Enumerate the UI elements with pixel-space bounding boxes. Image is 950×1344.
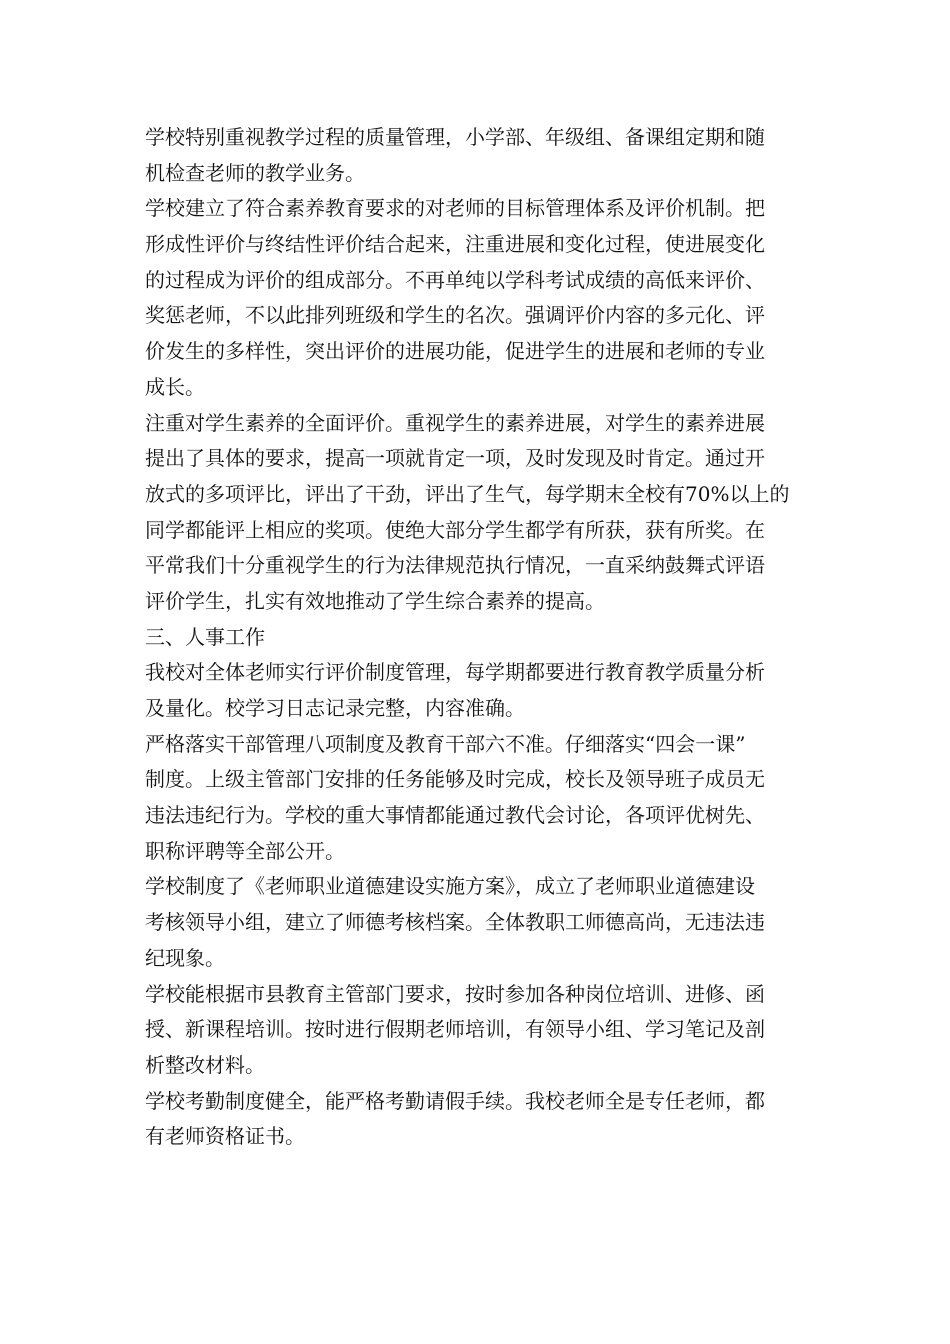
text-line: 制度。上级主管部门安排的任务能够及时完成，校长及领导班子成员无 bbox=[145, 767, 765, 792]
text-line: 授、新课程培训。按时进行假期老师培训，有领导小组、学习笔记及剖 bbox=[145, 1017, 765, 1042]
text-line: 考核领导小组，建立了师德考核档案。全体教职工师德高尚，无违法违 bbox=[145, 910, 765, 935]
text-line: 学校考勤制度健全，能严格考勤请假手续。我校老师全是专任老师，都 bbox=[145, 1088, 765, 1113]
text-line: 同学都能评上相应的奖项。使绝大部分学生都学有所获，获有所奖。在 bbox=[145, 517, 765, 542]
text-line: 我校对全体老师实行评价制度管理，每学期都要进行教育教学质量分析 bbox=[145, 660, 765, 685]
text-line: 学校能根据市县教育主管部门要求，按时参加各种岗位培训、进修、函 bbox=[145, 981, 765, 1006]
text-line: 有老师资格证书。 bbox=[145, 1124, 305, 1149]
text-line: 平常我们十分重视学生的行为法律规范执行情况，一直采纳鼓舞式评语 bbox=[145, 553, 765, 578]
document-body bbox=[145, 120, 805, 1155]
text-line: 学校特别重视教学过程的质量管理，小学部、年级组、备课组定期和随 bbox=[145, 125, 765, 149]
text-line: 提出了具体的要求，提高一项就肯定一项，及时发现及时肯定。通过开 bbox=[145, 446, 765, 471]
text-line: 形成性评价与终结性评价结合起来，注重进展和变化过程，使进展变化 bbox=[145, 232, 765, 257]
text-line: 纪现象。 bbox=[145, 945, 225, 970]
text-line: 及量化。校学习日志记录完整，内容准确。 bbox=[145, 696, 525, 720]
text-line: 析整改材料。 bbox=[145, 1052, 265, 1077]
text-line: 违法违纪行为。学校的重大事情都能通过教代会讨论，各项评优树先、 bbox=[145, 803, 765, 828]
text-line: 的过程成为评价的组成部分。不再单纯以学科考试成绩的高低来评价、 bbox=[145, 267, 765, 292]
text-line: 成长。 bbox=[145, 374, 205, 399]
text-line: 学校制度了《老师职业道德建设实施方案》，成立了老师职业道德建设 bbox=[145, 874, 755, 899]
text-line: 奖惩老师，不以此排列班级和学生的名次。强调评价内容的多元化、评 bbox=[145, 303, 765, 328]
text-line: 机检查老师的教学业务。 bbox=[145, 160, 365, 185]
section-heading: 三、人事工作 bbox=[145, 624, 265, 649]
text-line: 职称评聘等全部公开。 bbox=[145, 838, 345, 863]
text-line: 价发生的多样性，突出评价的进展功能，促进学生的进展和老师的专业 bbox=[145, 339, 765, 364]
text-line: 评价学生，扎实有效地推动了学生综合素养的提高。 bbox=[145, 588, 605, 613]
text-line: 严格落实干部管理八项制度及教育干部六不准。仔细落实“四会一课” bbox=[145, 731, 746, 756]
text-line: 学校建立了符合素养教育要求的对老师的目标管理体系及评价机制。把 bbox=[145, 196, 765, 221]
text-line: 注重对学生素养的全面评价。重视学生的素养进展，对学生的素养进展 bbox=[145, 410, 765, 435]
text-line: 放式的多项评比，评出了干劲，评出了生气，每学期末全校有70%以上的 bbox=[145, 481, 790, 506]
